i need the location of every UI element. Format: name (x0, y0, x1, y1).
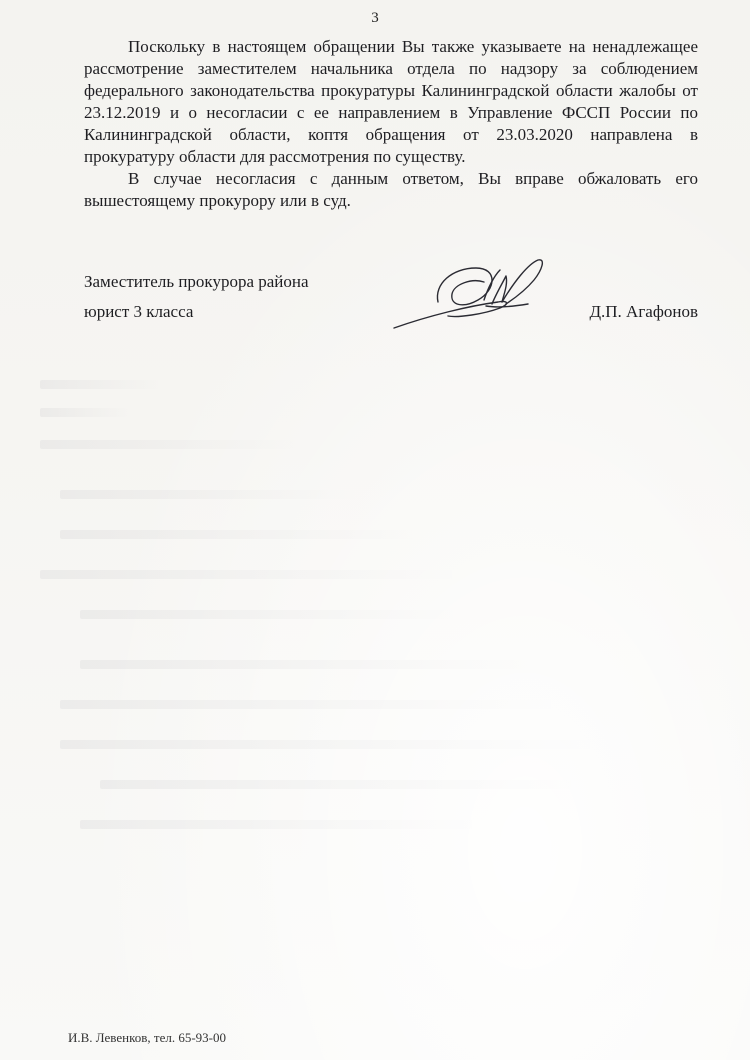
signatory-rank: юрист 3 класса (84, 302, 194, 321)
paragraph-appeal-rights: В случае несогласия с данным ответом, Вы вправе обжаловать его вышестоящему прокурору или в суд. (84, 169, 698, 210)
reverse-side-show-through (40, 360, 700, 880)
signatory-position: Заместитель прокурора района (84, 272, 309, 291)
signature-block (84, 268, 698, 348)
signatory-name: Д.П. Агафонов (589, 302, 698, 321)
paragraph-complaint-forwarding: Поскольку в настоящем обращении Вы также указываете на ненадлежащее рассмотрение заместителем начальника отдела по надзору за соблюдением федерального законодательства прокуратуры Калининградской области жалобы от 23.12.2019 и о несогласии с ее направлением в Управление ФССП России по Калининградской области, коптя обращения от 23.03.2020 направлена в прокуратуру области для рассмотрения по существу. (84, 37, 698, 166)
page-number: 3 (371, 10, 379, 26)
executor-contact: И.В. Левенков, тел. 65-93-00 (68, 1030, 226, 1045)
letter-body (84, 36, 698, 212)
handwritten-signature-icon (388, 254, 568, 334)
